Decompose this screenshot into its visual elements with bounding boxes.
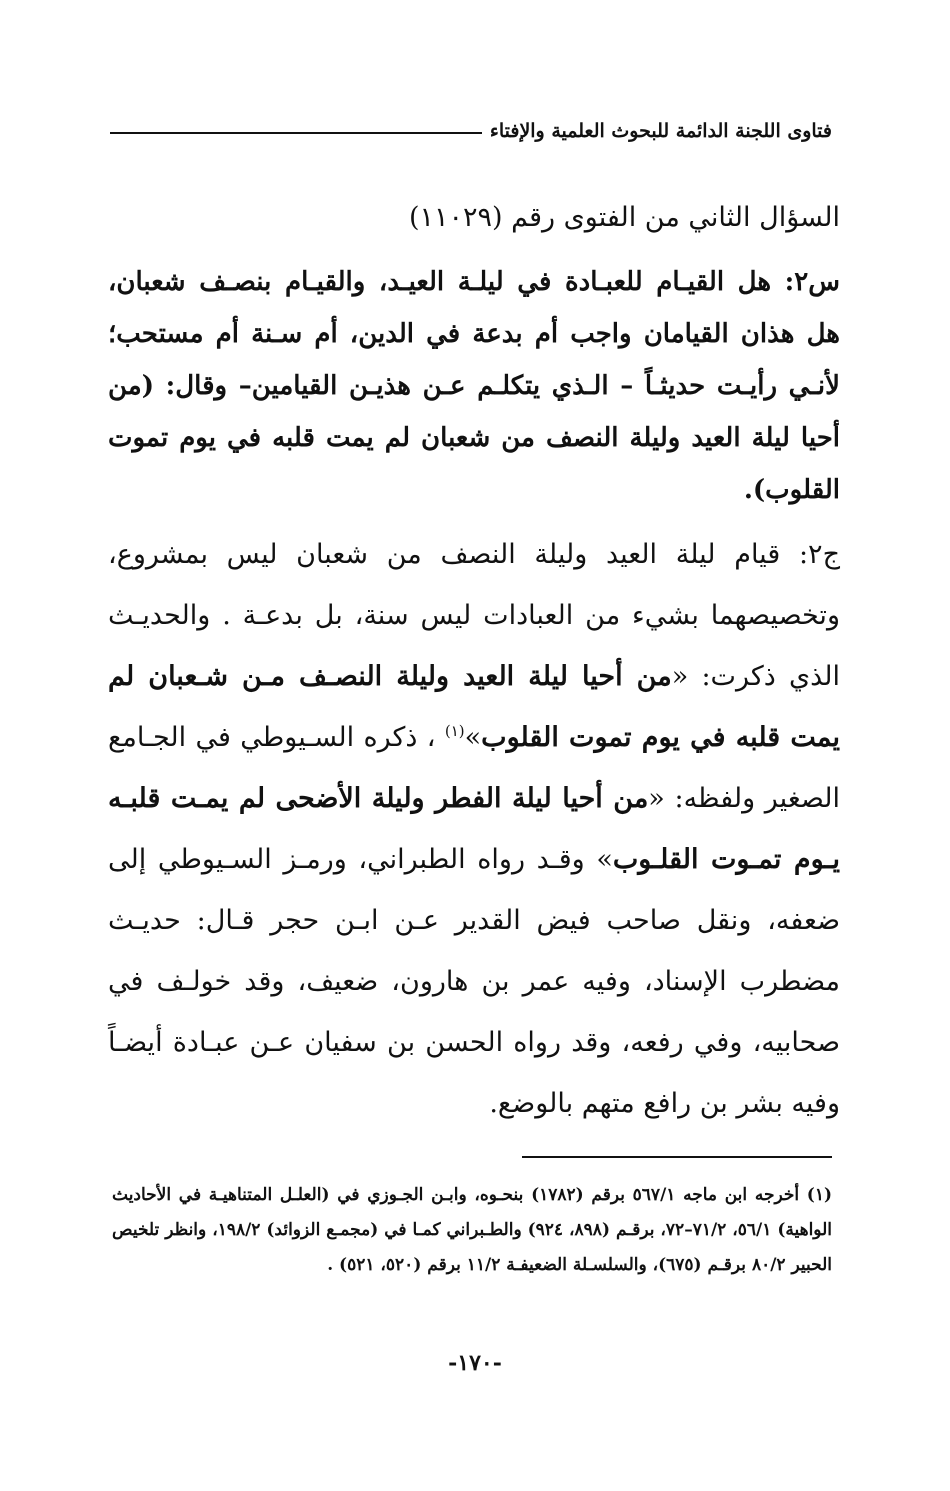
- question-title: السؤال الثاني من الفتوى رقم (١١٠٢٩): [408, 202, 840, 233]
- header-rule: [110, 132, 482, 134]
- running-header: [110, 120, 832, 142]
- footnote-text: (١) أخرجه ابن ماجه ٥٦٧/١ برقم (١٧٨٢) بنحـوه، وابـن الجـوزي في (العلـل المتناهيـة في الأحاديث الواهية) ٥٦/١، ٧١/٢–٧٢، برقـم (٨٩٨، ٩٢٤) والطـبراني كمـا في (مجمـع الزوائد) ١٩٨/٢، وانظر تلخيص الحبير ٨٠/٢ برقـم (٦٧٥)، والسلسـلة الضعيفـة ١١/٢ برقم (٥٢٠، ٥٢١) .: [112, 1185, 833, 1275]
- footnote-separator: [522, 1156, 832, 1158]
- main-text: [108, 192, 840, 1134]
- answer-part-1: ج٢: قيام ليلة العيد وليلة النصف من شعبان ليس بمشروع، وتخصيصهما بشيء من العبادات ليس سنة، بل بدعـة . والحديـث الذي ذكرت: «: [108, 539, 840, 692]
- answer-part-2: »: [464, 722, 482, 753]
- answer-part-3: ، ذكره السـيوطي في الجـامع الصغير ولفظه: «: [108, 722, 840, 814]
- footnote-reference[interactable]: (١): [444, 722, 465, 740]
- hadith-quote-1: من أحيا ليلة العيد وليلة النصـف مـن شـعبان لم يمت قلبه في يوم تموت القلوب: [108, 661, 840, 753]
- page-number: -١٧٠-: [448, 1350, 502, 1376]
- hadith-quote-2: من أحيا ليلة الفطر وليلة الأضحى لم يمـت قلبـه يـوم تمـوت القلـوب: [108, 783, 840, 875]
- answer-part-4: » وقـد رواه الطبراني، ورمـز السـيوطي إلى ضعفه، ونقل صاحب فيض القدير عـن ابـن حجر قـال: حديـث مضطرب الإسناد، وفيه عمر بن هارون، ضعيف، وقد خولـف في صحابيه، وفي رفعه، وقد رواه الحسن بن سفيان عـن عبـادة أيضـاً وفيه بشر بن رافع متهم بالوضع.: [108, 844, 840, 1119]
- header-title: فتاوى اللجنة الدائمة للبحوث العلمية والإفتاء: [489, 120, 832, 142]
- question-text: س٢: هل القيـام للعبـادة في ليلـة العيـد، والقيـام بنصـف شعبان، هل هذان القيامان واجب أم بدعة في الدين، أم سـنة أم مستحب؛ لأنـي رأيـت حديثـاً – الـذي يتكلـم عـن هذيـن القيامين– وقال: (من أحيا ليلة العيد وليلة النصف من شعبان لم يمت قلبه في يوم تموت القلوب).: [108, 267, 840, 505]
- answer-text: [108, 524, 840, 1134]
